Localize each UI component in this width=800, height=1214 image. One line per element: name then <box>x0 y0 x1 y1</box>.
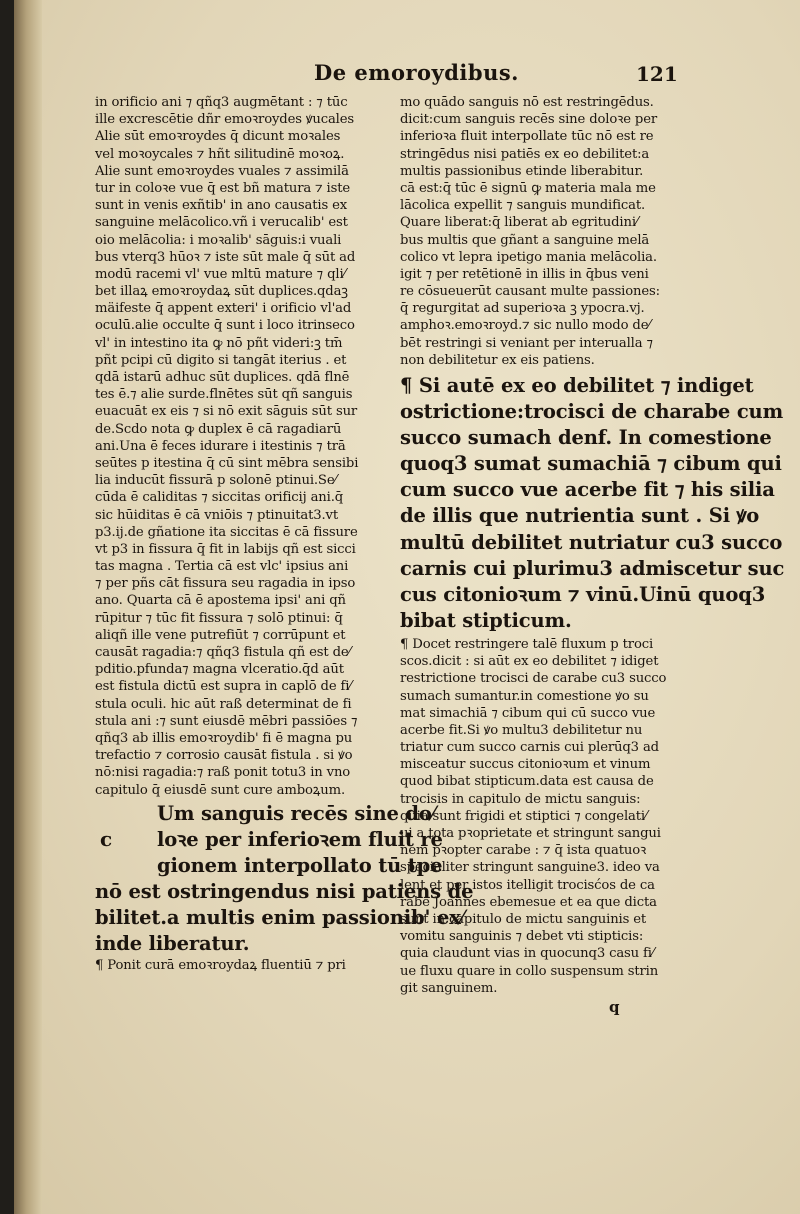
text-line: vl' in intestino ita ꝙ nō pñt videri:ꝫ tm̄ <box>95 335 343 351</box>
text-line: bus multis que gñant a sanguine melā <box>400 232 650 248</box>
text-line: cā est:q̄ tūc ē signū ꝙ materia mala me <box>400 180 656 196</box>
text-line: pñt pcipi cū digito si tangāt iterius . et <box>95 352 347 368</box>
text-line: ⁊ per pñs cāt fissura seu ragadia in ipso <box>95 576 356 592</box>
text-line: cūda ē caliditas ⁊ siccitas orificij ani.q̄ <box>95 490 344 506</box>
text-line: stringēdus nisi patiēs ex eo debilitet:a <box>400 146 650 162</box>
text-line: scos.dicit : si aūt ex eo debilitet ⁊ idiget <box>400 654 659 670</box>
lemma-line: loꝛe per inferioꝛem fluit re <box>157 827 443 851</box>
text-line: rabe Joannes ebemesue et ea que dicta <box>400 894 657 910</box>
left-column-text <box>95 94 395 799</box>
lemma-line: succo sumach denf. In comestione <box>400 426 772 450</box>
text-line: vomitu sanguinis ⁊ debet vti stipticis: <box>400 929 644 945</box>
text-line: colico vt lepra ipetigo mania melācolia. <box>400 249 657 265</box>
text-line: non debilitetur ex eis patiens. <box>400 352 595 368</box>
text-line: igit ⁊ per retētionē in illis in q̄bus veni <box>400 266 649 282</box>
text-line: tur in coloꝛe vue q̄ est bñ matura ⁊ iste <box>95 180 351 196</box>
text-line: Alie sūt emoꝛroydes q̄ dicunt moꝛales <box>95 129 341 145</box>
text-line: sic hūiditas ē cā vniōis ⁊ ptinuitat3.vt <box>95 507 338 523</box>
text-line: lācolica expellit ⁊ sanguis mundificat. <box>400 198 646 214</box>
text-line: capitulo q̄ eiusdē sunt cure amboꝝum. <box>95 782 345 798</box>
running-head: De emoroydibus. <box>314 60 519 85</box>
text-line: ani.Una ē feces idurare i itestinis ⁊ trā <box>95 438 346 454</box>
text-line: modū racemi vl' vue mltū mature ⁊ qli⁄ <box>95 266 346 282</box>
text-line: sumach sumantur.in comestione ꝟo su <box>400 688 649 704</box>
text-line: re cōsueuerūt causant multe passiones: <box>400 284 660 300</box>
text-line: mäifeste q̄ appent exteri' i orificio vl'ad <box>95 301 352 317</box>
lemma-line: multū debilitet nutriatur cu3 succo <box>400 530 783 554</box>
text-line: trefactio ⁊ corrosio causāt fistula . si ꝟo <box>95 748 353 764</box>
text-line: lent et per istos itelligit trocisćos de ca <box>400 877 655 893</box>
text-line: stula ani :⁊ sunt eiusdē mēbri passiōes ⁊ <box>95 713 358 729</box>
commentary-start <box>95 957 395 974</box>
text-line: quia sunt frigidi et stiptici ⁊ congelati⁄ <box>400 808 648 824</box>
text-line: rūpitur ⁊ tūc fit fissura ⁊ solō ptinui: q̄ <box>95 610 343 626</box>
folio-number: 121 <box>636 62 678 86</box>
text-line: quia claudunt vias in quocunq3 casu fi⁄ <box>400 946 654 962</box>
text-line: Alie sunt emoꝛroydes vuales ⁊ assimilā <box>95 163 349 179</box>
lemma-line: carnis cui plurimu3 admiscetur suc <box>400 556 785 580</box>
text-line: sanguine melācolico.vñ i verucalib' est <box>95 215 348 231</box>
text-line: bus vterq3 hūoꝛ ⁊ iste sūt male q̄ sūt ad <box>95 249 356 265</box>
text-line: seūtes p itestina q̄ cū sint mēbra sensibi <box>95 455 359 471</box>
text-line: mat simachiā ⁊ cibum qui cū succo vue <box>400 705 656 721</box>
right-column <box>400 94 785 997</box>
text-line: est fistula dictū est supra in caplō de fi⁄ <box>95 679 352 695</box>
lemma-line: nō est ostringendus nisi patiens de <box>95 879 474 903</box>
text-line: nō:nisi ragadia:⁊ raß ponit totu3 in vno <box>95 765 351 781</box>
lemma-text <box>95 879 474 957</box>
text-line: ¶ Docet restringere talē fluxum p troci <box>400 636 654 652</box>
lemma-line: gionem interpollato tū tpe <box>157 853 443 877</box>
signature-mark: q <box>609 998 620 1016</box>
text-line: misceatur succus citonioꝛum et vinum <box>400 757 651 773</box>
text-line: sunt in venis exñtib' in ano causatis ex <box>95 198 348 214</box>
text-line: q̄ regurgitat ad superioꝛa ꝫ ypocra.vj. <box>400 301 645 317</box>
text-line: qñq3 ab illis emoꝛroydib' fi ē magna pu <box>95 730 353 746</box>
lemma-line: quoq3 sumat sumachiā ⁊ cibum qui <box>400 452 782 476</box>
text-line: quod bibat stipticum.data est causa de <box>400 774 654 790</box>
lemma-line: ostrictione:trocisci de charabe cum <box>400 400 784 424</box>
text-line: tes ē.⁊ alie surde.flnētes sūt qñ sanguis <box>95 387 353 403</box>
lemma-line: de illis que nutrientia sunt . Si ꝟo <box>400 504 760 528</box>
text-line: dicit:cum sanguis recēs sine doloꝛe per <box>400 112 658 128</box>
text-line: amphoꝛ.emoꝛroyd.⁊ sic nullo modo de⁄ <box>400 318 651 334</box>
lemma-line: bibat stipticum. <box>400 608 572 632</box>
initial-block <box>95 801 443 879</box>
text-line: ¶ Ponit curā emoꝛroydaꝝ fluentiū ⁊ pri <box>95 958 346 974</box>
text-line: ille excrescētie dñr emoꝛroydes ꝟucales <box>95 112 355 128</box>
text-line: trocisis in capitulo de mictu sanguis: <box>400 791 641 807</box>
text-line: acerbe fit.Si ꝟo multu3 debilitetur nu <box>400 722 643 738</box>
text-line: bet illaꝝ emoꝛroydaꝝ sūt duplices.qdaꝫ <box>95 284 348 300</box>
text-line: vt p3 in fissura q̄ fit in labijs qñ est sicci <box>95 541 356 557</box>
text-line: lia inducūt fissurā p solonē ptinui.Se⁄ <box>95 473 337 489</box>
lemma-line: inde liberatur. <box>95 932 250 956</box>
text-line: pditio.pfunda⁊ magna vlceratio.q̄d aūt <box>95 662 344 678</box>
lemma-line: bilitet.a multis enim passionib' ex⁄ <box>95 906 464 930</box>
lemma-text-indented <box>95 801 443 879</box>
text-line: tas magna . Tertia cā est vlc' ipsius ani <box>95 559 349 575</box>
text-line: in orificio ani ⁊ qñq3 augmētant : ⁊ tūc <box>95 95 348 110</box>
right-commentary-a <box>400 94 700 369</box>
text-line: specialiter stringunt sanguine3. ideo va <box>400 860 660 876</box>
left-column <box>95 94 474 974</box>
lemma-line: cus citonioꝛum ⁊ vinū.Uinū quoq3 <box>400 582 766 606</box>
text-line: sunt in capitulo de mictu sanguinis et <box>400 911 647 927</box>
lemma-line: ¶ Si autē ex eo debilitet ⁊ indiget <box>400 374 754 397</box>
text-line: restrictione trocisci de carabe cu3 succo <box>400 671 667 687</box>
text-line: triatur cum succo carnis cui plerūq3 ad <box>400 740 659 756</box>
text-line: inferioꝛa fluit interpollate tūc nō est re <box>400 129 654 145</box>
text-line: vel moꝛoycales ⁊ hñt silitudinē moꝛoꝝ. <box>95 146 345 162</box>
text-line: stula oculi. hic aūt raß determinat de fi <box>95 696 352 712</box>
guide-letter: c <box>100 826 113 851</box>
text-line: p3.ij.de gñatione ita siccitas ē cā fissure <box>95 524 358 540</box>
text-line: ue fluxu quare in collo suspensum strin <box>400 963 659 979</box>
lemma-line: cum succo vue acerbe fit ⁊ his silia <box>400 478 775 502</box>
text-line: oio melācolia: i moꝛalib' sāguis:i vuali <box>95 232 342 248</box>
text-line: ano. Quarta cā ē apostema ipsi' ani qñ <box>95 593 346 609</box>
right-commentary-b <box>400 636 700 997</box>
text-line: nem pꝛopter carabe : ⁊ q̄ ista quatuoꝛ <box>400 843 647 859</box>
lemma-line: Um sanguis recēs sine do⁄ <box>157 801 435 825</box>
text-line: aliqñ ille vene putrefiūt ⁊ corrūpunt et <box>95 627 346 643</box>
text-line: git sanguinem. <box>400 980 498 996</box>
text-line: oculū.alie occulte q̄ sunt i loco itrinseco <box>95 318 355 334</box>
text-line: euacuāt ex eis ⁊ si nō exit sāguis sūt sur <box>95 404 358 420</box>
text-line: causāt ragadia:⁊ qñq3 fistula qñ est de⁄ <box>95 645 351 660</box>
text-line: mo quādo sanguis nō est restringēdus. <box>400 95 654 110</box>
text-line: de.Scdo nota ꝙ duplex ē cā ragadiarū <box>95 421 342 437</box>
text-line: multis passionibus etinde liberabitur. <box>400 163 644 179</box>
right-lemma <box>400 373 785 634</box>
text-line: Quare liberat:q̄ liberat ab egritudini⁄ <box>400 215 638 231</box>
text-line: ui a tota pꝛoprietate et stringunt sangui <box>400 826 661 841</box>
page-gutter <box>14 0 42 1214</box>
text-line: bēt restringi si veniant per interualla ⁊ <box>400 335 653 351</box>
text-line: qdā istarū adhuc sūt duplices. qdā flnē <box>95 370 350 385</box>
